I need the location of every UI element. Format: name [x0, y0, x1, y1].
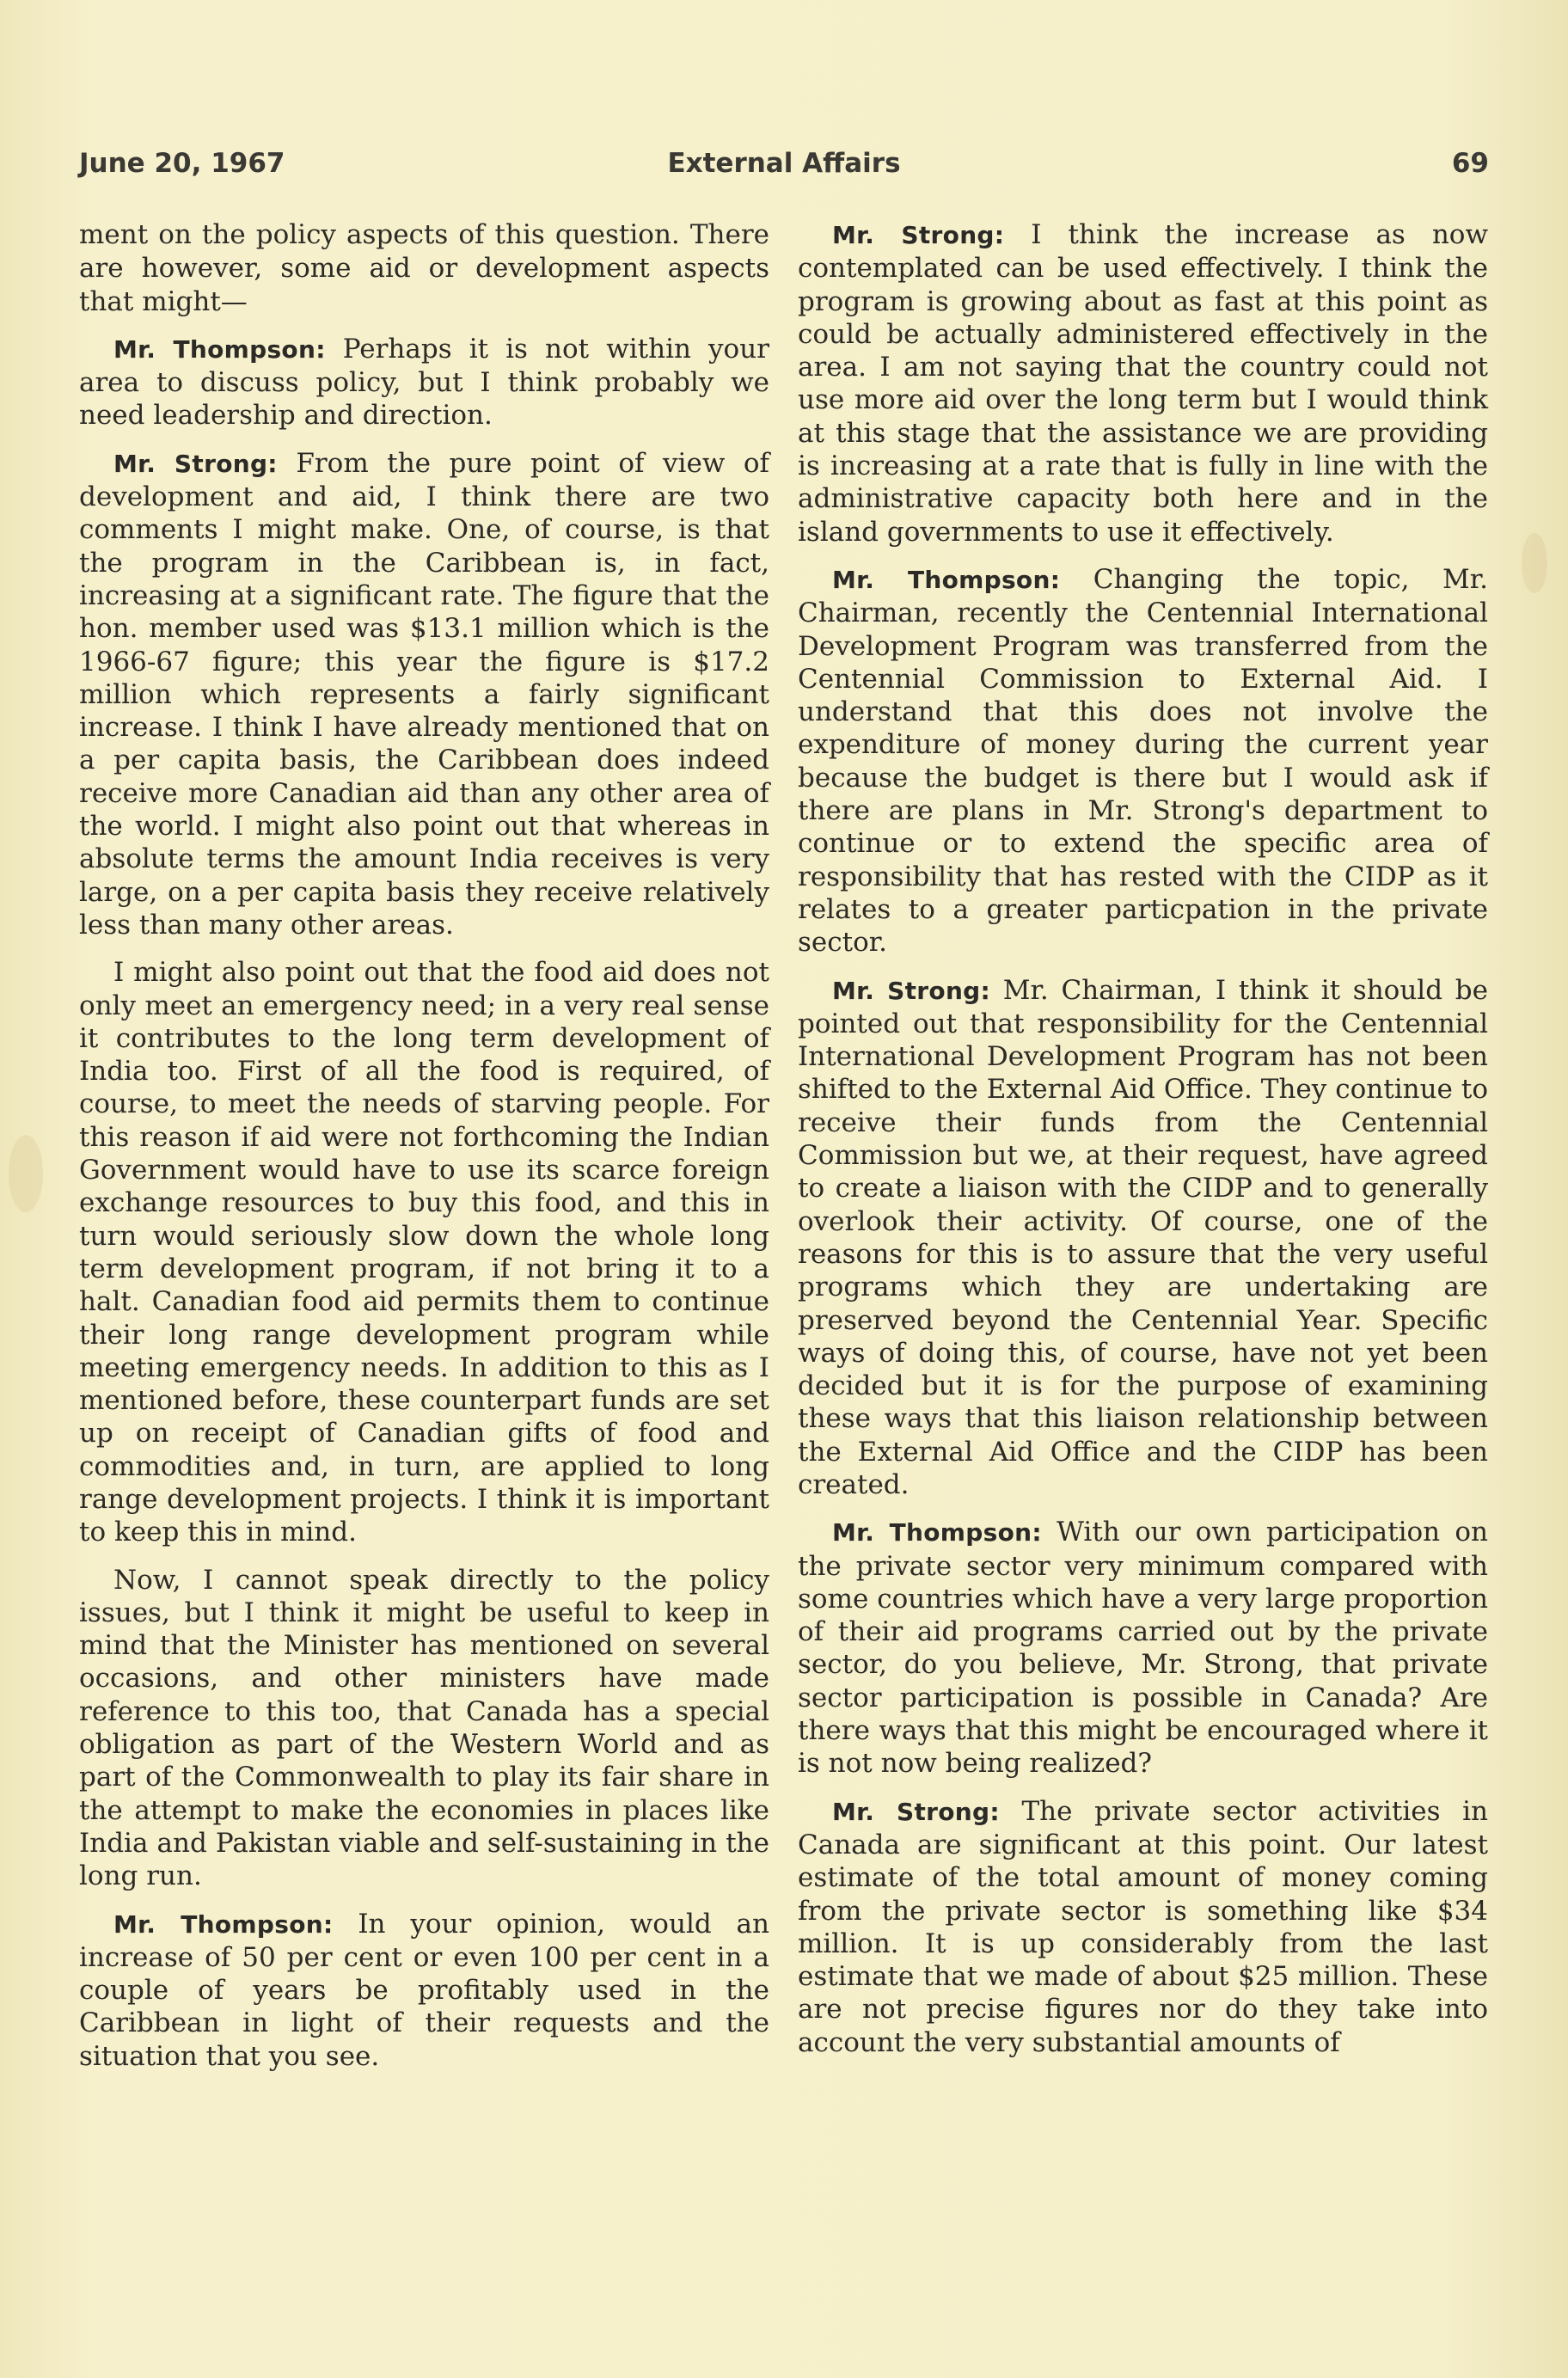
- speaker-name: Mr. Thompson:: [832, 1518, 1042, 1548]
- paper-stain: [1522, 533, 1547, 593]
- running-header: [79, 148, 1489, 191]
- paragraph: [798, 1516, 1488, 1780]
- paragraph: [798, 218, 1488, 549]
- paragraph: [79, 1564, 769, 1893]
- paragraph: [798, 563, 1488, 959]
- paragraph-text: The private sector activities in Canada are significant at this point. Our latest estimate of the total amount of money coming from the private sector is something like $34 million. It is up considerably from the last estimate that we made of about $25 million. These are not precise figures nor do they take into account the very substantial amounts of: [798, 1795, 1488, 2058]
- paragraph: [798, 1795, 1488, 2059]
- paragraph-text: In your opinion, would an increase of 50 per cent or even 100 per cent in a couple of years be profitably used in the Caribbean in light of their requests and the situation that you see.: [79, 1908, 769, 2072]
- left-column: [79, 218, 769, 2073]
- paragraph: [79, 218, 769, 318]
- paragraph: [79, 447, 769, 941]
- header-date: June 20, 1967: [79, 148, 285, 179]
- speaker-name: Mr. Strong:: [832, 1797, 1000, 1826]
- paragraph: [79, 333, 769, 432]
- speaker-name: Mr. Thompson:: [113, 334, 326, 364]
- paragraph-text: From the pure point of view of development and aid, I think there are two comments I might make. One, of course, is that the program in the Caribbean is, in fact, increasing at a significant rate. The figure that the hon. member used was $13.1 million which is the 1966-67 figure; this year the figure is $17.2 million which represents a fairly significant increase. I think I have already mentioned that on a per capita basis, the Caribbean does indeed receive more Canadian aid than any other area of the world. I might also point out that whereas in absolute terms the amount India receives is very large, on a per capita basis they receive relatively less than many other areas.: [79, 447, 770, 941]
- paragraph-text: Changing the topic, Mr. Chairman, recently the Centennial International Development Program was transferred from the Centennial Commission to External Aid. I understand that this does not involve the expenditure of money during the current year because the budget is there but I would ask if there are plans in Mr. Strong's department to continue or to extend the specific area of responsibility that has rested with the CIDP as it relates to a greater particpation in the private sector.: [798, 563, 1488, 959]
- paragraph-text: I think the increase as now contemplated can be used effectively. I think the program is growing about as fast at this point as could be actually administered effectively in the area. I am not saying that the country could not use more aid over the long term but I would think at this stage that the assistance we are providing is increasing at a rate that is fully in line with the administrative capacity both here and in the island governments to use it effectively.: [798, 219, 1488, 548]
- paragraph-text: Perhaps it is not within your area to discuss policy, but I think probably we need leadership and direction.: [79, 333, 769, 432]
- speaker-name: Mr. Thompson:: [832, 565, 1061, 594]
- paragraph-text: Mr. Chairman, I think it should be pointed out that responsibility for the Centennial International Development Program has not been shifted to the External Aid Office. They continue to receive their funds from the Centennial Commission but we, at their request, have agreed to create a liaison with the CIDP and to generally overlook their activity. Of course, one of the reasons for this is to assure that the very useful programs which they are undertaking are preserved beyond the Centennial Year. Specific ways of doing this, of course, have not yet been decided but it is for the purpose of examining these ways that this liaison relationship between the External Aid Office and the CIDP has been created.: [798, 974, 1488, 1500]
- paragraph: [79, 1908, 769, 2073]
- paragraph-text: ment on the policy aspects of this question. There are however, some aid or development aspects that might—: [79, 219, 769, 317]
- paper-stain: [9, 1135, 43, 1212]
- speaker-name: Mr. Strong:: [832, 221, 1005, 249]
- speaker-name: Mr. Strong:: [832, 976, 991, 1005]
- paragraph: [79, 956, 769, 1548]
- speaker-name: Mr. Strong:: [113, 449, 278, 478]
- paragraph-text: With our own participation on the private sector very minimum compared with some countries which have a very large proportion of their aid programs carried out by the private sector, do you believe, Mr. Strong, that private sector participation is possible in Canada? Are there ways that this might be encouraged where it is not now being realized?: [798, 1517, 1488, 1780]
- paragraph: [798, 974, 1488, 1502]
- paragraph-text: Now, I cannot speak directly to the policy issues, but I think it might be useful to keep in mind that the Minister has mentioned on several occasions, and other ministers have made reference to this too, that Canada has a special obligation as part of the Western World and as part of the Commonwealth to play its fair share in the attempt to make the economies in places like India and Pakistan viable and self-sustaining in the long run.: [79, 1564, 769, 1892]
- header-journal-title: External Affairs: [667, 148, 901, 179]
- right-column: [798, 218, 1488, 2059]
- header-page-number: 69: [1451, 148, 1489, 179]
- speaker-name: Mr. Thompson:: [113, 1909, 334, 1939]
- paragraph-text: I might also point out that the food aid does not only meet an emergency need; in a very real sense it contributes to the long term development of India too. First of all the food is required, of course, to meet the needs of starving people. For this reason if aid were not forthcoming the Indian Government would have to use its scarce foreign exchange resources to buy this food, and this in turn would seriously slow down the whole long term development program, if not bring it to a halt. Canadian food aid permits them to continue their long range development program while meeting emergency needs. In addition to this as I mentioned before, these counterpart funds are set up on receipt of Canadian gifts of food and commodities and, in turn, are applied to long range development projects. I think it is important to keep this in mind.: [79, 957, 769, 1548]
